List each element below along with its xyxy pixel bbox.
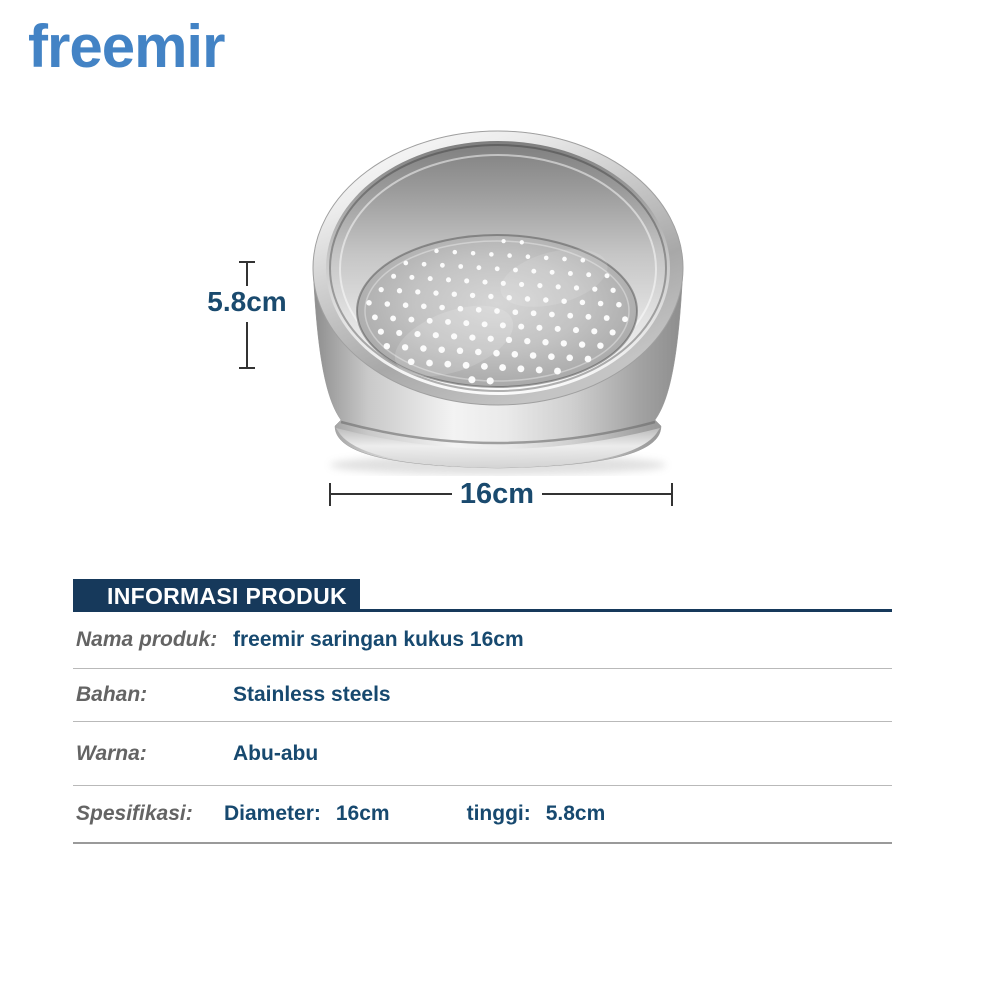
info-row-value: freemir saringan kukus 16cm [233,628,524,651]
height-dim-line-lower [246,322,248,367]
info-row-label: Warna: [76,741,147,765]
info-row-value: Stainless steels [233,683,391,706]
info-row-spesifikasi [73,786,892,844]
height-dim-bottom-cap [239,367,255,369]
spec-diameter-value: 16cm [335,802,390,825]
height-dimension-label: 5.8cm [207,286,287,317]
steamer-basket-image [299,116,699,476]
info-row-label: Bahan: [76,683,148,706]
info-row-nama-produk [73,612,892,669]
info-row-label: Nama produk: [76,628,218,651]
info-title: INFORMASI PRODUK [73,579,360,612]
info-row-label: Spesifikasi: [76,802,193,825]
height-dim-line-upper [246,262,248,286]
info-row-bahan [73,669,892,722]
spec-tinggi-key: tinggi: [466,802,531,825]
info-row-warna [73,722,892,786]
spec-diameter-key: Diameter: [224,802,321,825]
spec-tinggi-value: 5.8cm [545,802,606,825]
width-dim-line-right [542,493,671,495]
width-dim-line-left [331,493,452,495]
info-section [73,579,892,844]
width-dim-right-cap [671,483,673,506]
info-row-value: Abu-abu [233,741,319,765]
brand-logo: freemir [28,13,225,80]
width-dimension-label: 16cm [459,478,535,510]
info-header-rule [73,579,892,612]
